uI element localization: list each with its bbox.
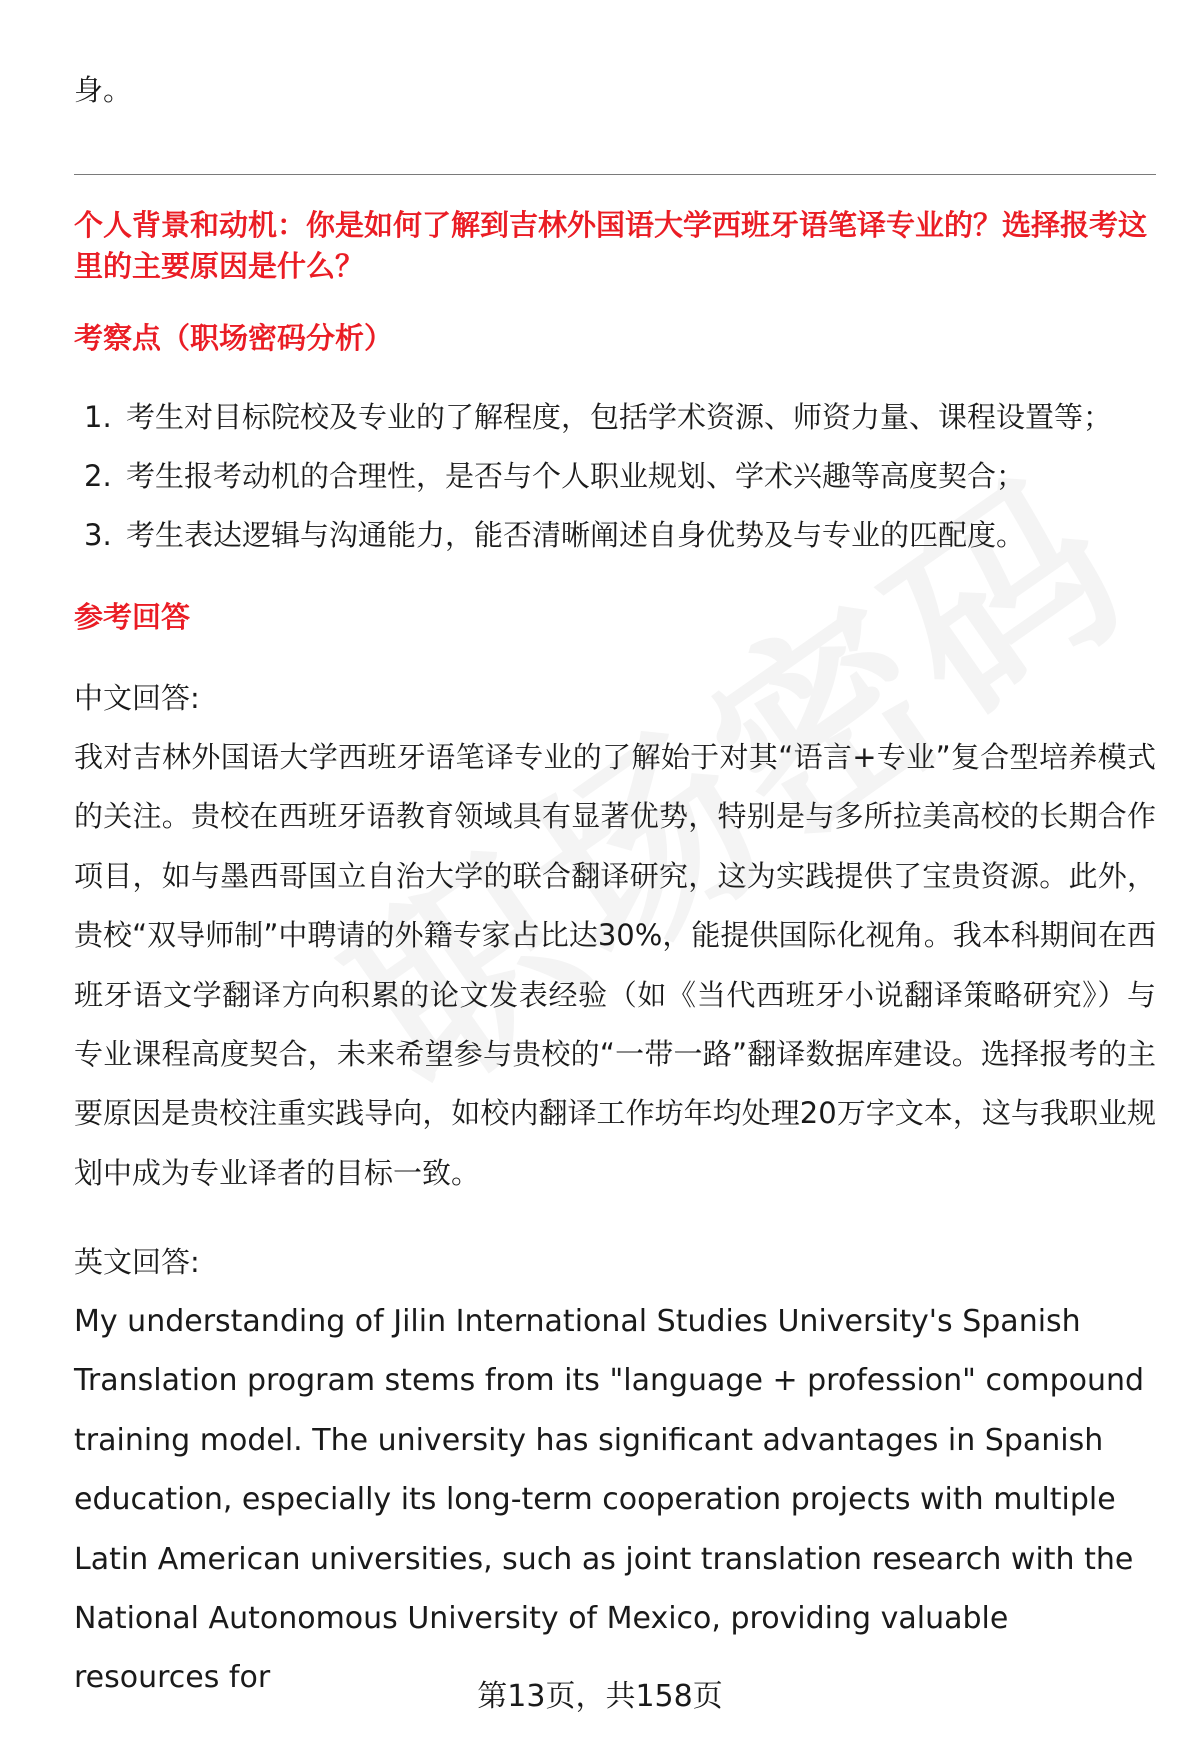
list-item-number: 3. [84,518,112,552]
list-item-text: 考生表达逻辑与沟通能力，能否清晰阐述自身优势及与专业的匹配度。 [126,518,1026,552]
lead-text: 身。 [74,73,133,107]
list-item-text: 考生报考动机的合理性，是否与个人职业规划、学术兴趣等高度契合； [126,459,1026,493]
chinese-answer-paragraph: 我对吉林外国语大学西班牙语笔译专业的了解始于对其“语言+专业”复合型培养模式的关注。贵校在西班牙语教育领域具有显著优势，特别是与多所拉美高校的长期合作项目，如与墨西哥国立自治大学的联合翻译研究，这为实践提供了宝贵资源。此外，贵校“双导师制”中聘请的外籍专家占比达30%，能提供国际化视角。我本科期间在西班牙语文学翻译方向积累的论文发表经验（如《当代西班牙小说翻译策略研究》）与专业课程高度契合，未来希望参与贵校的“一带一路”翻译数据库建设。选择报考的主要原因是贵校注重实践导向，如校内翻译工作坊年均处理20万字文本，这与我职业规划中成为专业译者的目标一致。 [74,740,1156,1190]
list-item-number: 1. [84,400,112,434]
list-item-text: 考生对目标院校及专业的了解程度，包括学术资源、师资力量、课程设置等； [126,400,1113,434]
chinese-answer-label: 中文回答: [74,681,200,715]
examine-points-title: 考察点（职场密码分析） [74,321,394,355]
section-divider [74,174,1156,175]
reference-answer-title: 参考回答 [74,600,191,634]
english-answer-label: 英文回答: [74,1245,200,1279]
question-heading: 个人背景和动机：你是如何了解到吉林外国语大学西班牙语笔译专业的？选择报考这里的主要原因是什么？ [74,208,1148,283]
list-item [74,397,1112,456]
english-answer-paragraph: My understanding of Jilin International Studies University's Spanish Translation program stems from its "language + profession" compound training model. The university has significant advantages in Spanish education, especially its long-term cooperation projects with multiple Latin American universities, such as joint translation research with the National Autonomous University of Mexico, providing valuable resources for [74,1304,1145,1696]
list-item [74,515,1112,574]
examine-points-list [74,397,1112,574]
list-item [74,456,1112,515]
list-item-number: 2. [84,459,112,493]
page-number-footer: 第13页，共158页 [477,1679,723,1714]
